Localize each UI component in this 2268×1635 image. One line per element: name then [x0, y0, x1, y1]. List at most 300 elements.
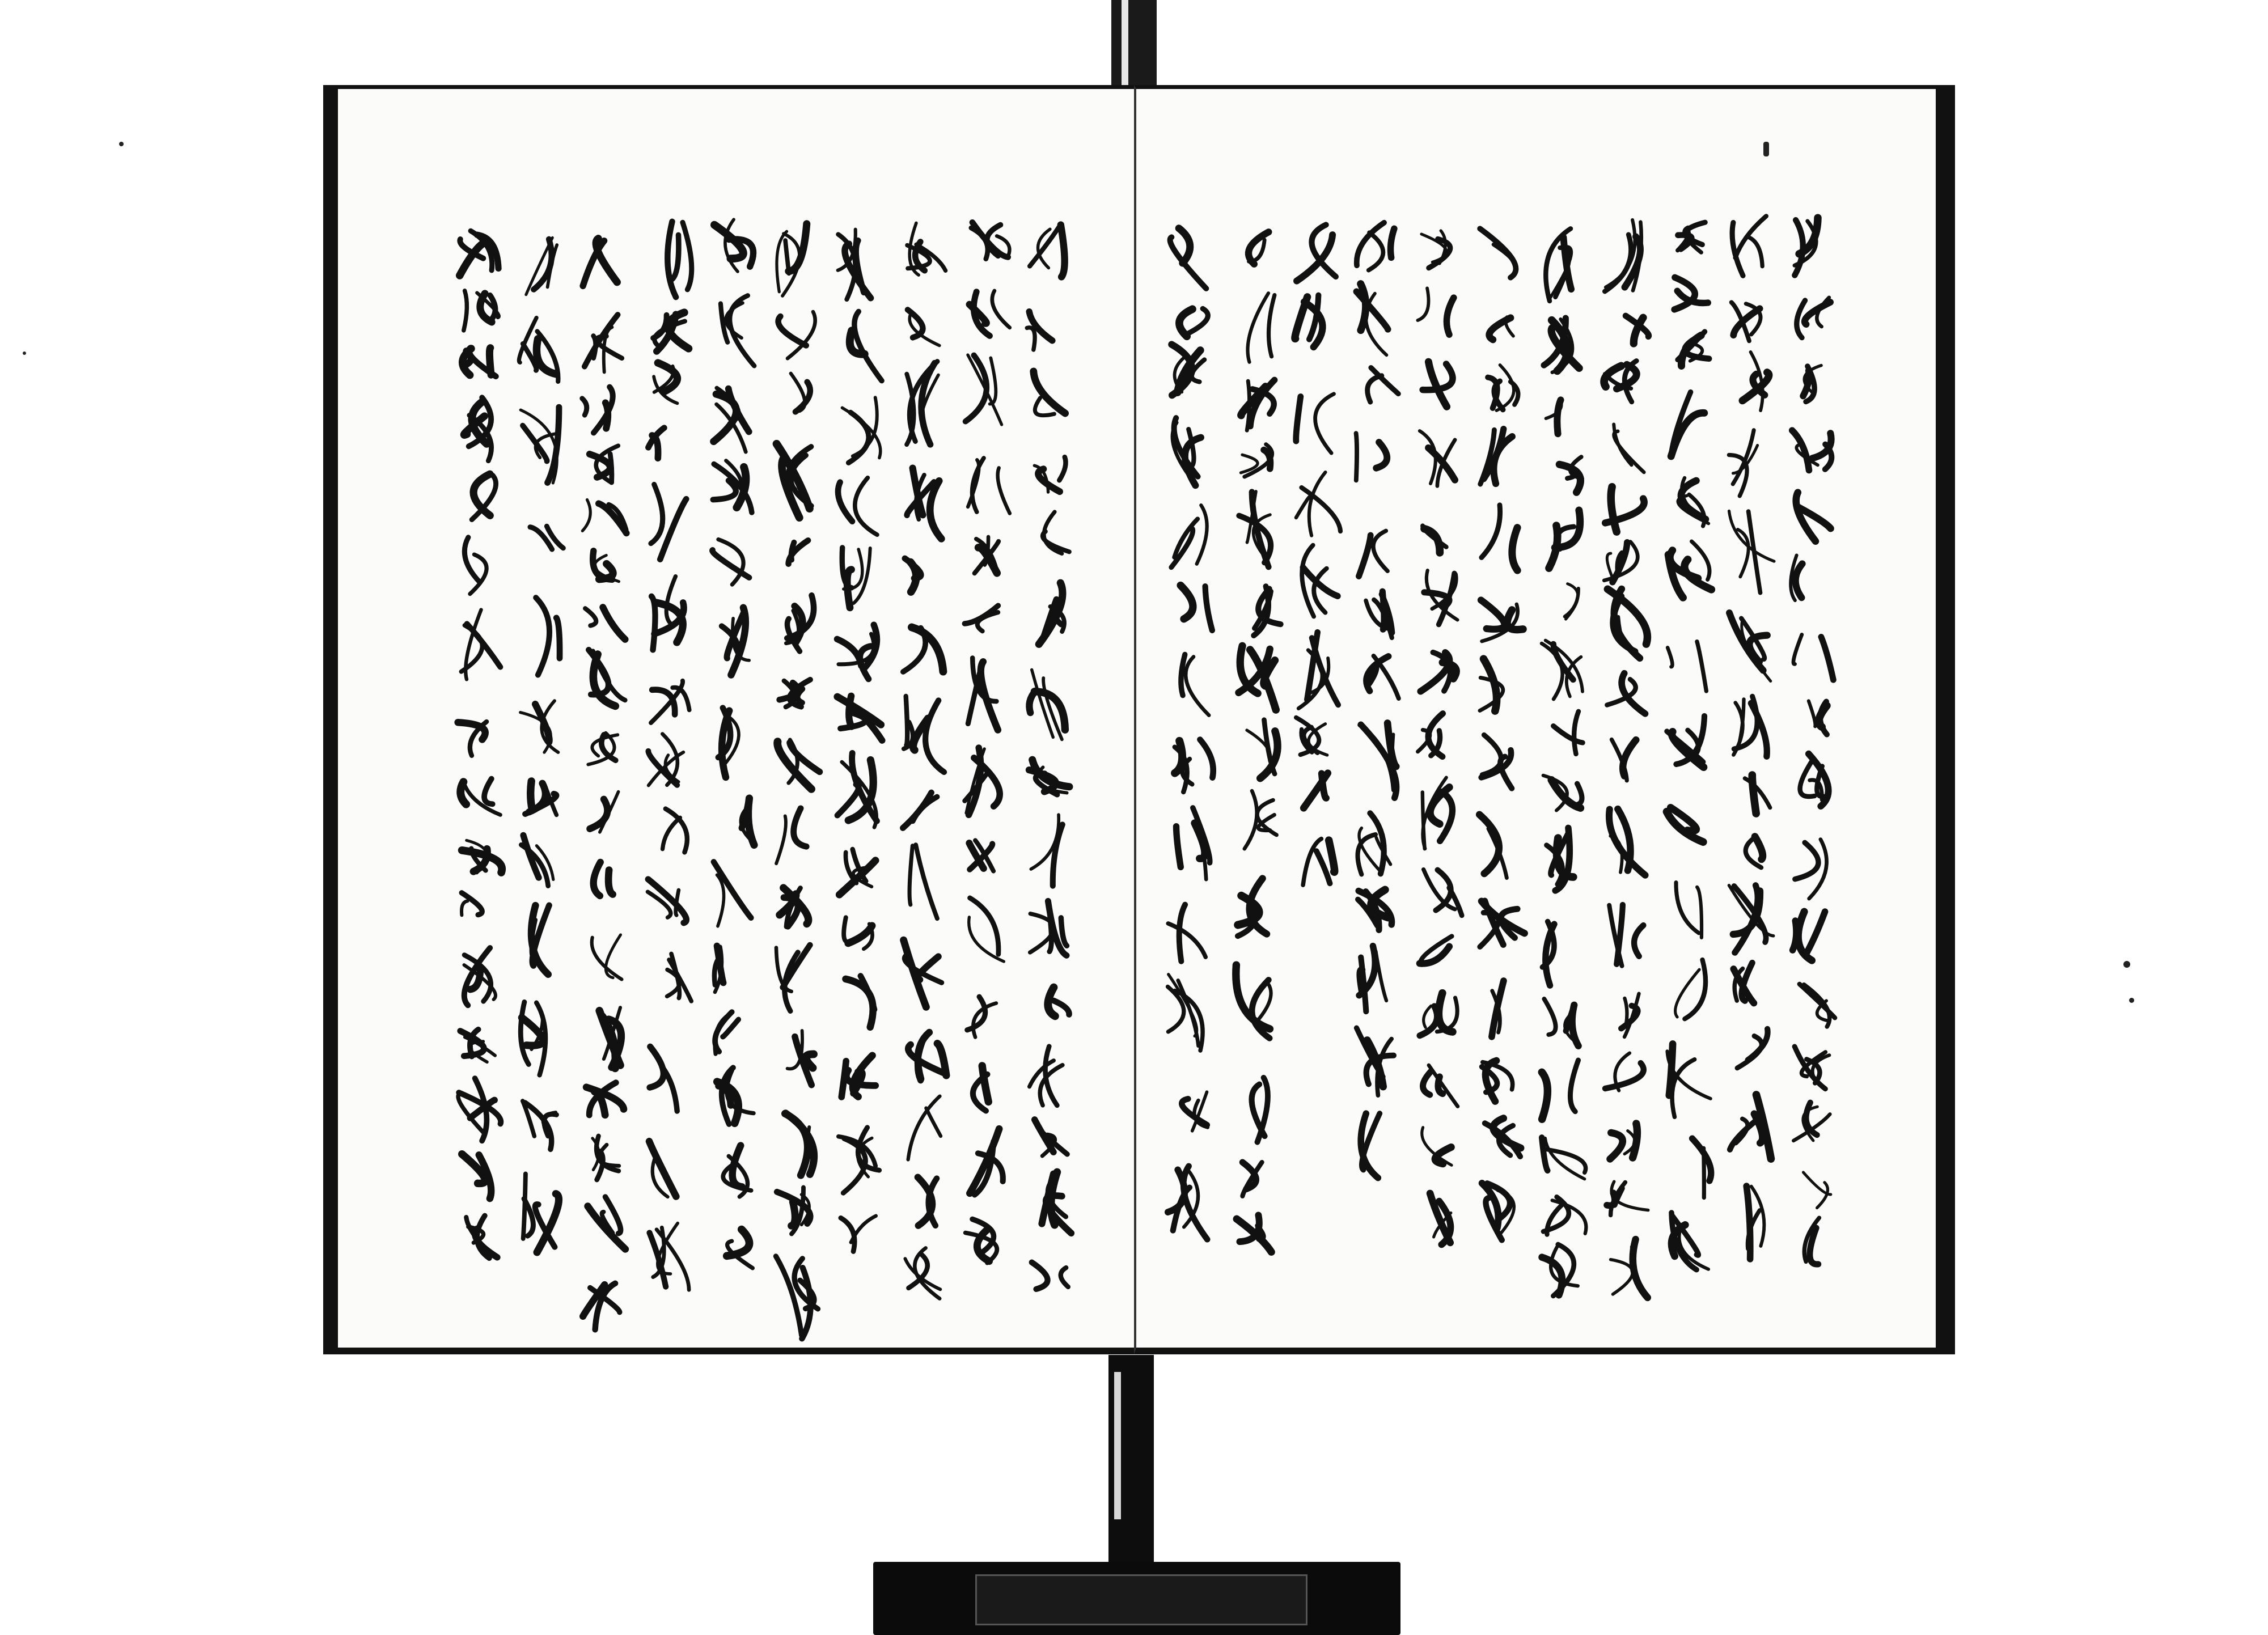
handwritten-glyph [903, 628, 943, 672]
handwritten-glyph [1542, 1137, 1585, 1179]
handwritten-glyph [1676, 883, 1702, 938]
handwritten-glyph [1356, 433, 1387, 480]
handwritten-glyph [1417, 288, 1454, 334]
handwritten-glyph [1672, 1213, 1708, 1270]
handwritten-glyph [1296, 718, 1327, 755]
handwritten-glyph [1609, 809, 1645, 875]
handwritten-glyph [1168, 905, 1205, 961]
handwritten-glyph [1800, 984, 1835, 1027]
handwritten-glyph [582, 500, 627, 533]
handwritten-glyph [1359, 531, 1388, 576]
handwritten-glyph [841, 1216, 876, 1252]
spine-top [1111, 0, 1157, 85]
handwritten-glyph [903, 793, 937, 828]
paper-speck [119, 142, 124, 146]
handwritten-glyph [777, 740, 819, 789]
handwritten-glyph [1031, 815, 1063, 886]
handwritten-glyph [585, 607, 625, 639]
handwritten-glyph [1296, 394, 1334, 453]
handwritten-glyph [1034, 371, 1065, 416]
handwritten-glyph [1492, 981, 1504, 1037]
handwritten-glyph [1035, 1120, 1068, 1156]
handwritten-glyph [715, 1012, 738, 1054]
right-page-column-11 [1148, 89, 1233, 1348]
handwritten-glyph [1621, 994, 1639, 1037]
handwritten-glyph [1182, 1092, 1208, 1131]
handwritten-glyph [1809, 701, 1827, 734]
handwritten-glyph [586, 1083, 624, 1115]
handwritten-glyph [1357, 1028, 1394, 1095]
handwritten-glyph [667, 222, 691, 297]
handwritten-glyph [1423, 778, 1453, 849]
handwritten-glyph [1482, 735, 1512, 788]
handwritten-glyph [464, 537, 486, 594]
handwritten-glyph [1543, 1197, 1586, 1234]
handwritten-glyph [1793, 1103, 1830, 1141]
handwritten-glyph [1671, 392, 1704, 456]
handwritten-glyph [650, 1223, 689, 1290]
handwritten-glyph [653, 312, 688, 351]
handwritten-glyph [462, 610, 501, 680]
handwritten-glyph [1420, 993, 1457, 1036]
handwritten-glyph [460, 1030, 495, 1062]
handwritten-glyph [1030, 901, 1067, 955]
handwritten-glyph [464, 291, 499, 331]
left-page [323, 85, 1151, 1354]
handwritten-glyph [1800, 754, 1829, 806]
handwritten-glyph [846, 976, 875, 1027]
handwritten-glyph [1420, 431, 1455, 486]
handwritten-glyph [1180, 586, 1212, 630]
handwritten-glyph [1043, 512, 1069, 554]
handwritten-glyph [1296, 472, 1340, 536]
handwritten-glyph [777, 224, 807, 296]
handwritten-glyph [593, 1136, 619, 1180]
handwritten-glyph [650, 1047, 677, 1111]
handwritten-glyph [1678, 222, 1706, 252]
index-tab-window [975, 1574, 1308, 1625]
handwritten-glyph [1030, 224, 1065, 277]
handwritten-glyph [1042, 1172, 1072, 1233]
handwritten-glyph [1544, 999, 1579, 1046]
handwritten-glyph [1358, 889, 1392, 930]
handwritten-glyph [789, 540, 809, 564]
handwritten-glyph [777, 1188, 810, 1234]
handwritten-glyph [1793, 912, 1825, 960]
handwritten-glyph [1034, 457, 1065, 492]
handwritten-glyph [718, 708, 739, 777]
handwritten-glyph [791, 374, 810, 412]
handwritten-glyph [1029, 670, 1065, 739]
handwritten-glyph [1179, 308, 1208, 336]
handwritten-glyph [1480, 901, 1525, 947]
handwritten-glyph [583, 239, 617, 286]
handwritten-glyph [776, 808, 806, 863]
handwritten-glyph [521, 835, 553, 886]
handwritten-glyph [1674, 277, 1708, 310]
handwritten-glyph [1796, 493, 1831, 541]
right-page [1134, 85, 1955, 1354]
handwritten-glyph [1430, 1193, 1451, 1244]
handwritten-glyph [1482, 1183, 1514, 1240]
handwritten-glyph [973, 1066, 988, 1111]
handwritten-glyph [521, 407, 559, 483]
handwritten-glyph [1609, 905, 1643, 966]
handwritten-glyph [905, 1248, 940, 1298]
handwritten-glyph [1733, 963, 1754, 1003]
handwritten-glyph [654, 363, 677, 403]
handwritten-glyph [1547, 828, 1573, 891]
handwritten-glyph [1239, 492, 1271, 567]
handwritten-glyph [1480, 429, 1512, 484]
paper-speck [23, 351, 26, 355]
handwritten-glyph [1302, 545, 1338, 617]
handwritten-glyph [1482, 505, 1517, 570]
handwritten-glyph [777, 444, 811, 518]
handwritten-glyph [838, 478, 877, 535]
handwritten-glyph [458, 1078, 501, 1141]
handwritten-glyph [1544, 318, 1579, 372]
handwritten-glyph [1247, 720, 1277, 778]
handwritten-glyph [908, 1096, 941, 1160]
handwritten-glyph [521, 1002, 545, 1075]
handwritten-glyph [1729, 511, 1774, 592]
handwritten-glyph [582, 387, 613, 433]
handwritten-glyph [714, 862, 751, 926]
handwritten-glyph [969, 898, 1004, 961]
handwritten-glyph [838, 230, 871, 299]
handwritten-glyph [1565, 584, 1579, 619]
handwritten-glyph [583, 1284, 620, 1330]
handwritten-glyph [1732, 216, 1766, 276]
handwritten-glyph [663, 809, 687, 853]
handwritten-glyph [1479, 815, 1507, 878]
handwritten-glyph [1368, 368, 1399, 403]
handwritten-glyph [519, 318, 558, 382]
handwritten-glyph [523, 1101, 557, 1150]
handwritten-glyph [1249, 232, 1268, 264]
handwritten-glyph [907, 362, 938, 445]
handwritten-glyph [460, 779, 500, 815]
handwritten-glyph [648, 428, 664, 459]
handwritten-glyph [1030, 1047, 1063, 1105]
handwritten-glyph [589, 650, 625, 706]
handwritten-glyph [1423, 1065, 1458, 1107]
handwritten-glyph [778, 312, 815, 358]
handwritten-glyph [1542, 1060, 1578, 1119]
handwritten-glyph [964, 605, 998, 631]
handwritten-glyph [1482, 1061, 1513, 1102]
handwritten-glyph [850, 312, 882, 381]
handwritten-glyph [1361, 1113, 1380, 1178]
handwritten-glyph [970, 291, 1010, 336]
handwritten-glyph [1746, 1186, 1764, 1259]
handwritten-glyph [536, 598, 560, 675]
handwritten-glyph [1745, 775, 1770, 814]
handwritten-glyph [1692, 1138, 1711, 1197]
handwritten-glyph [970, 1129, 1003, 1195]
handwritten-glyph [1604, 542, 1637, 582]
handwritten-glyph [1238, 879, 1267, 937]
handwritten-glyph [1667, 807, 1703, 842]
handwritten-glyph [1488, 365, 1518, 410]
handwritten-glyph [1614, 425, 1644, 473]
paper-speck [2123, 961, 2130, 968]
handwritten-glyph [458, 722, 487, 756]
handwritten-glyph [1048, 988, 1069, 1016]
handwritten-glyph [1177, 808, 1210, 879]
handwritten-glyph [1678, 478, 1708, 526]
handwritten-glyph [1667, 716, 1704, 767]
handwritten-glyph [1247, 293, 1274, 362]
handwritten-glyph [1245, 791, 1277, 849]
handwritten-glyph [837, 753, 877, 827]
handwritten-glyph [667, 954, 691, 1002]
handwritten-glyph [1032, 1263, 1068, 1289]
handwritten-glyph [968, 458, 1010, 514]
handwritten-glyph [599, 1007, 621, 1068]
handwritten-glyph [964, 748, 1000, 815]
handwritten-glyph [648, 879, 686, 923]
handwritten-glyph [1304, 773, 1328, 808]
handwritten-glyph [908, 1032, 946, 1081]
handwritten-glyph [776, 945, 810, 1011]
handwritten-glyph [651, 485, 686, 560]
handwritten-glyph [1171, 345, 1204, 396]
handwritten-glyph [837, 696, 882, 740]
handwritten-glyph [904, 696, 944, 772]
handwritten-glyph [1027, 312, 1052, 350]
left-page-column-10 [437, 89, 522, 1348]
handwritten-glyph [839, 1128, 879, 1193]
handwritten-glyph [464, 397, 491, 461]
handwritten-glyph [1605, 220, 1641, 291]
handwritten-glyph [1795, 218, 1818, 275]
handwritten-glyph [841, 1056, 875, 1097]
handwritten-glyph [1418, 714, 1443, 757]
handwritten-glyph [592, 935, 622, 980]
handwritten-glyph [1298, 632, 1338, 708]
handwritten-glyph [909, 845, 937, 918]
handwritten-glyph [521, 701, 558, 752]
handwritten-glyph [1366, 656, 1399, 698]
handwritten-glyph [1607, 1181, 1648, 1215]
handwritten-glyph [842, 397, 880, 463]
handwritten-glyph [1490, 317, 1513, 340]
handwritten-glyph [714, 388, 749, 452]
handwritten-glyph [594, 862, 613, 896]
handwritten-glyph [713, 461, 752, 513]
handwritten-glyph [905, 558, 921, 592]
handwritten-glyph [1803, 1172, 1831, 1208]
handwritten-glyph [1729, 430, 1757, 496]
handwritten-glyph [975, 537, 998, 573]
handwritten-glyph [1797, 298, 1830, 338]
handwritten-glyph [1168, 975, 1203, 1051]
index-tab [873, 1562, 1400, 1635]
handwritten-glyph [1729, 886, 1773, 953]
handwritten-glyph [1546, 400, 1562, 434]
handwritten-glyph [1546, 228, 1571, 301]
handwritten-glyph [1549, 510, 1580, 568]
handwritten-glyph [588, 733, 617, 765]
handwritten-glyph [968, 658, 998, 730]
handwritten-glyph [727, 1230, 753, 1268]
handwritten-glyph [1675, 960, 1706, 1019]
handwritten-glyph [1252, 1078, 1268, 1142]
handwritten-glyph [904, 940, 942, 1007]
handwritten-glyph [1729, 613, 1771, 681]
handwritten-glyph [1420, 936, 1452, 964]
handwritten-glyph [523, 1174, 559, 1252]
handwritten-glyph [966, 355, 1002, 425]
handwritten-glyph [1236, 965, 1271, 1038]
handwritten-glyph [1803, 366, 1821, 402]
handwritten-glyph [462, 893, 482, 916]
handwritten-glyph [1423, 362, 1453, 406]
handwritten-glyph [1742, 352, 1769, 410]
handwritten-glyph [971, 222, 1010, 259]
handwritten-glyph [1175, 740, 1213, 793]
handwritten-glyph [1605, 1053, 1644, 1091]
handwritten-glyph [585, 315, 622, 372]
handwritten-glyph [1795, 1047, 1829, 1089]
handwritten-glyph [1733, 696, 1767, 756]
handwritten-glyph [1611, 1239, 1648, 1298]
handwritten-glyph [1804, 1218, 1819, 1264]
handwritten-glyph [1029, 760, 1069, 795]
handwritten-glyph [1732, 302, 1761, 341]
handwritten-glyph [1746, 837, 1763, 868]
handwritten-glyph [907, 468, 941, 539]
handwritten-glyph [460, 231, 498, 276]
handwritten-glyph [1421, 231, 1450, 268]
handwritten-glyph [721, 295, 754, 366]
handwritten-glyph [907, 223, 946, 275]
handwritten-glyph [1297, 225, 1336, 281]
handwritten-glyph [463, 348, 496, 376]
handwritten-glyph [918, 1177, 937, 1226]
handwritten-glyph [649, 1141, 676, 1197]
handwritten-glyph [1605, 487, 1644, 532]
handwritten-glyph [1242, 1162, 1262, 1196]
handwritten-glyph [722, 608, 749, 675]
handwritten-glyph [651, 577, 684, 650]
handwritten-glyph [1357, 223, 1394, 270]
handwritten-glyph [786, 595, 814, 651]
handwritten-glyph [717, 1068, 754, 1124]
handwritten-glyph [1730, 1095, 1771, 1159]
handwritten-glyph [531, 905, 549, 975]
handwritten-glyph [1424, 570, 1458, 625]
handwritten-glyph [1303, 839, 1335, 886]
handwritten-glyph [1420, 653, 1456, 692]
handwritten-glyph [462, 840, 502, 873]
handwritten-glyph [1241, 380, 1275, 430]
paper-speck [1763, 142, 1769, 156]
handwritten-glyph [1359, 946, 1386, 1012]
handwritten-glyph [1360, 723, 1397, 798]
handwritten-glyph [1422, 1128, 1452, 1166]
handwritten-glyph [648, 734, 683, 786]
handwritten-glyph [525, 781, 556, 815]
handwritten-glyph [714, 219, 754, 272]
handwritten-glyph [1170, 228, 1207, 289]
handwritten-glyph [1626, 316, 1649, 344]
handwritten-glyph [1424, 870, 1462, 916]
handwritten-glyph [1543, 776, 1582, 811]
handwritten-glyph [462, 1154, 492, 1198]
handwritten-glyph [1737, 1029, 1768, 1068]
paper-speck [2129, 998, 2134, 1003]
handwritten-glyph [1559, 457, 1582, 493]
spine-bottom [1108, 1355, 1154, 1576]
handwritten-glyph [1792, 430, 1832, 470]
handwritten-glyph [1239, 646, 1276, 710]
handwritten-glyph [969, 840, 993, 871]
handwritten-glyph [1542, 641, 1582, 700]
handwritten-glyph [651, 681, 689, 723]
handwritten-glyph [1480, 659, 1503, 711]
handwritten-glyph [1607, 589, 1647, 658]
handwritten-glyph [593, 551, 619, 582]
handwritten-glyph [1358, 813, 1391, 874]
handwritten-glyph [1611, 740, 1636, 781]
handwritten-glyph [1171, 505, 1207, 567]
handwritten-glyph [1039, 583, 1064, 644]
handwritten-glyph [967, 997, 996, 1037]
handwritten-glyph [723, 1146, 751, 1197]
handwritten-glyph [839, 849, 875, 895]
handwritten-glyph [1423, 526, 1446, 553]
handwritten-glyph [588, 1197, 625, 1249]
handwritten-glyph [1554, 711, 1583, 754]
handwritten-glyph [1481, 600, 1523, 642]
handwritten-glyph [590, 446, 619, 482]
handwritten-glyph [1237, 1215, 1271, 1252]
handwritten-glyph [837, 625, 877, 679]
handwritten-glyph [788, 1031, 814, 1085]
handwritten-glyph [1668, 541, 1711, 598]
handwritten-glyph [908, 310, 940, 345]
handwritten-glyph [1542, 1244, 1578, 1296]
handwritten-glyph [1168, 1166, 1207, 1239]
handwritten-glyph [842, 548, 870, 608]
handwritten-glyph [780, 680, 810, 707]
handwritten-glyph [1241, 444, 1272, 477]
handwritten-glyph [780, 888, 809, 927]
handwritten-glyph [1173, 418, 1201, 485]
handwritten-glyph [464, 948, 496, 1005]
handwritten-glyph [785, 1113, 814, 1175]
handwritten-glyph [1607, 674, 1645, 714]
handwritten-glyph [1254, 586, 1280, 636]
handwritten-glyph [966, 1219, 997, 1263]
handwritten-glyph [1610, 1124, 1637, 1159]
handwritten-glyph [466, 1215, 497, 1258]
handwritten-glyph [1485, 1119, 1521, 1157]
handwritten-glyph [1604, 361, 1636, 402]
handwritten-glyph [712, 540, 749, 585]
handwritten-glyph [714, 946, 723, 992]
handwritten-glyph [1793, 634, 1833, 680]
handwritten-glyph [844, 917, 872, 949]
handwritten-glyph [1366, 591, 1392, 638]
handwritten-glyph [1667, 1044, 1710, 1117]
handwritten-glyph [1480, 228, 1516, 277]
handwritten-glyph [590, 792, 618, 832]
handwritten-glyph [741, 798, 755, 845]
